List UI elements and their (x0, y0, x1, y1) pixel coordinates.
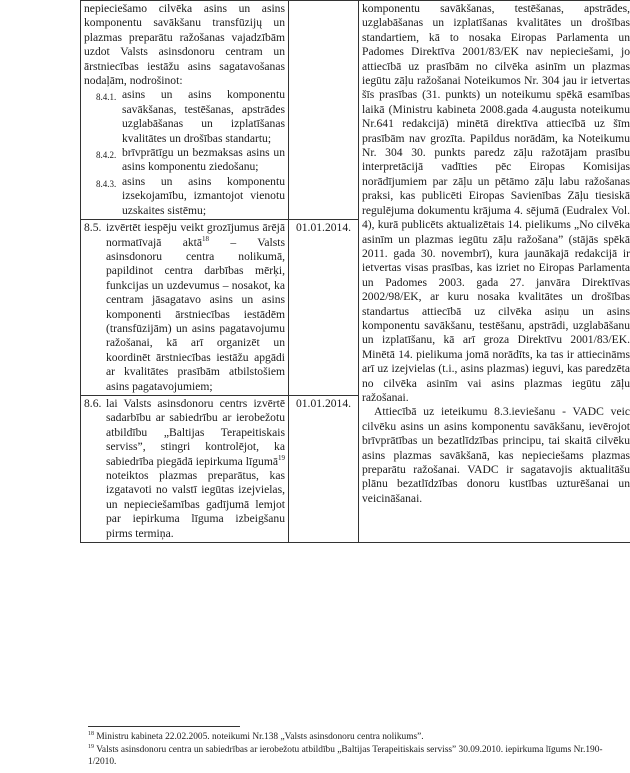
item-number: 8.6. (84, 396, 102, 410)
comment-paragraph-1: komponentu savākšanas, testēšanas, apstrādes, uzglabāšanas un izplatīšanas kvalitātes un drošības standartiem, kā to nosaka Eiropas Parlamenta un Padomes Direktīva 2001/83/EK nav nepieciešami, jo attiecībā uz prasībām no cilvēka asinīm un plazmas iegūtu zāļu ražošanai Noteikumos Nr. 304 jau ir ietvertas šīs prasības (31. punkts) un noteikumu spēkā esamības laikā (Ministru kabineta 2008.gada 4.augusta noteikumu Nr.641 redakcijā) minētā direktīva attiecībā uz šīm prasībām nav grozīta. Papildus norādām, ka Noteikumu Nr. 304 30. punkts paredz zāļu ražotājam prasību interpretācijā vadīties pēc Eiropas Komisijas norādījumiem par zāļu un pētāmo zāļu labu ražošanas praksi, kas publicēti Eiropas Savienības Zāļu tiesiskā regulējuma dokumentu krājuma 4. sējumā (Eudralex Vol. 4), kurā publicēts aktualizētais 14. pielikums „No cilvēka asinīm un plazmas iegūtu zāļu ražošana” (stājās spēkā 2011. gada 30. novembrī), kura jaunākajā redakcijā ir ietvertas visas prasības, kas izriet no Eiropas Parlamenta un Padomes 2003. gada 27. janvāra Direktīvas 2002/98/EK, ar kuru nosaka kvalitātes un drošības standartus attiecībā uz cilvēka asiņu un asins komponentu savākšanu, testēšanu, apstrādi, uzglabāšanu un izplatīšanu, kā arī groza Direktīvu 2001/83/EK. Minētā 14. pielikuma jomā norādīts, ka tas ir attiecināms arī uz izejvielas (t.i., asins plazmas) ieguvi, kas paredzēta no cilvēka asinīm vai asins plazmas iegūtu zāļu ražošanai. (362, 2, 630, 404)
recommendation-cell-8-4 (81, 1, 289, 220)
footnote: $^{18}$ Ministru kabineta 22.02.2005. noteikumi Nr.138 „Valsts asinsdonoru centra nolikums”. (88, 730, 424, 742)
item-number: 8.4.2. (96, 150, 117, 161)
list-item (96, 88, 285, 146)
item-text: brīvprātīgu un bezmaksas asins un asins komponentu ziedošanu; (122, 146, 285, 174)
list-item (96, 175, 285, 218)
item-text: asins un asins komponentu savākšanas, testēšanas, apstrādes uzglabāšanas un izplatīšanas kvalitātes un drošības standartu; (122, 88, 285, 145)
list-item (96, 146, 285, 175)
item-text: izvērtēt iespēju veikt grozījumus ārējā normatīvajā aktā$^{18}$ – Valsts asinsdonoru centra nolikumā, papildinot centra darbības mērķi, funkcijas un uzdevumus – nosakot, ka centram jāsagatavo asins un asins komponenti ārstniecības iestādēm (transfūzijām) un asins pagatavojumu ražošanai, kā arī organizēt un koordinēt ārstniecības iestāžu apgādi ar kvalitātes prasībām atbilstošiem asins pagatavojumiem; (106, 221, 285, 393)
item-text: lai Valsts asinsdonoru centrs izvērtē sadarbību ar sabiedrību ar ierobežotu atbildību „Baltijas Terapeitiskais serviss”, stingri kontrolējot, ka sabiedrība piegādā iepirkuma līgumā$^{19}$ noteiktos plazmas preparātus, kas izgatavoti no valstī iegūtas izejvielas, un nepieciešamības gadījumā lemjot par iepirkuma līguma izbeigšanu pirms termiņa. (106, 396, 285, 540)
recommendation-intro: nepieciešamo cilvēka asins un asins komponentu savākšanu transfūzijų un plazmas preparātu ražošanas vajadzībām uzdot Valsts asinsdonoru centram un ārstniecības iestāžu asins sagatavošanas nodaļām, nodrošinot: (84, 2, 285, 88)
date-cell: 01.01.2014. (289, 220, 359, 396)
item-number: 8.4.3. (96, 178, 117, 189)
recommendation-cell-8-6 (81, 395, 289, 542)
date-cell (289, 1, 359, 220)
recommendation-cell-8-5 (81, 220, 289, 396)
sublist (84, 88, 285, 218)
footnote-ref: 19 (278, 453, 285, 462)
status-comment-cell (359, 1, 630, 543)
comment-paragraph-2: Attiecībā uz ieteikumu 8.3.ieviešanu - VADC veic cilvēku asins un asins komponentu savākšanu, ievērojot brīvprātības un bezatlīdzības principu, tai skaitā cilvēku asins plazmas savākšanā, kas nepieciešams plazmas preparātu ražošanai. VADC ir sagatavojis aktualitāšu plānu bezatlīdzības donoru kustības uzturēšanai un veicināšanai. (362, 405, 630, 505)
footnote-ref: 18 (202, 234, 210, 243)
table-row (81, 1, 630, 220)
footnote: $^{19}$ Valsts asinsdonoru centra un sabiedrības ar ierobežotu atbildību „Baltijas Terapeitiskais serviss” 30.09.2010. iepirkuma līgums Nr.190-1/2010. (88, 743, 603, 767)
item-number: 8.5. (84, 221, 102, 235)
date-cell: 01.01.2014. (289, 395, 359, 542)
footnote-separator (88, 726, 240, 727)
item-number: 8.4.1. (96, 92, 117, 103)
item-text: asins un asins komponentu izsekojamību, izmantojot vienotu uzskaites sistēmu; (122, 174, 285, 217)
recommendations-table (80, 0, 630, 543)
